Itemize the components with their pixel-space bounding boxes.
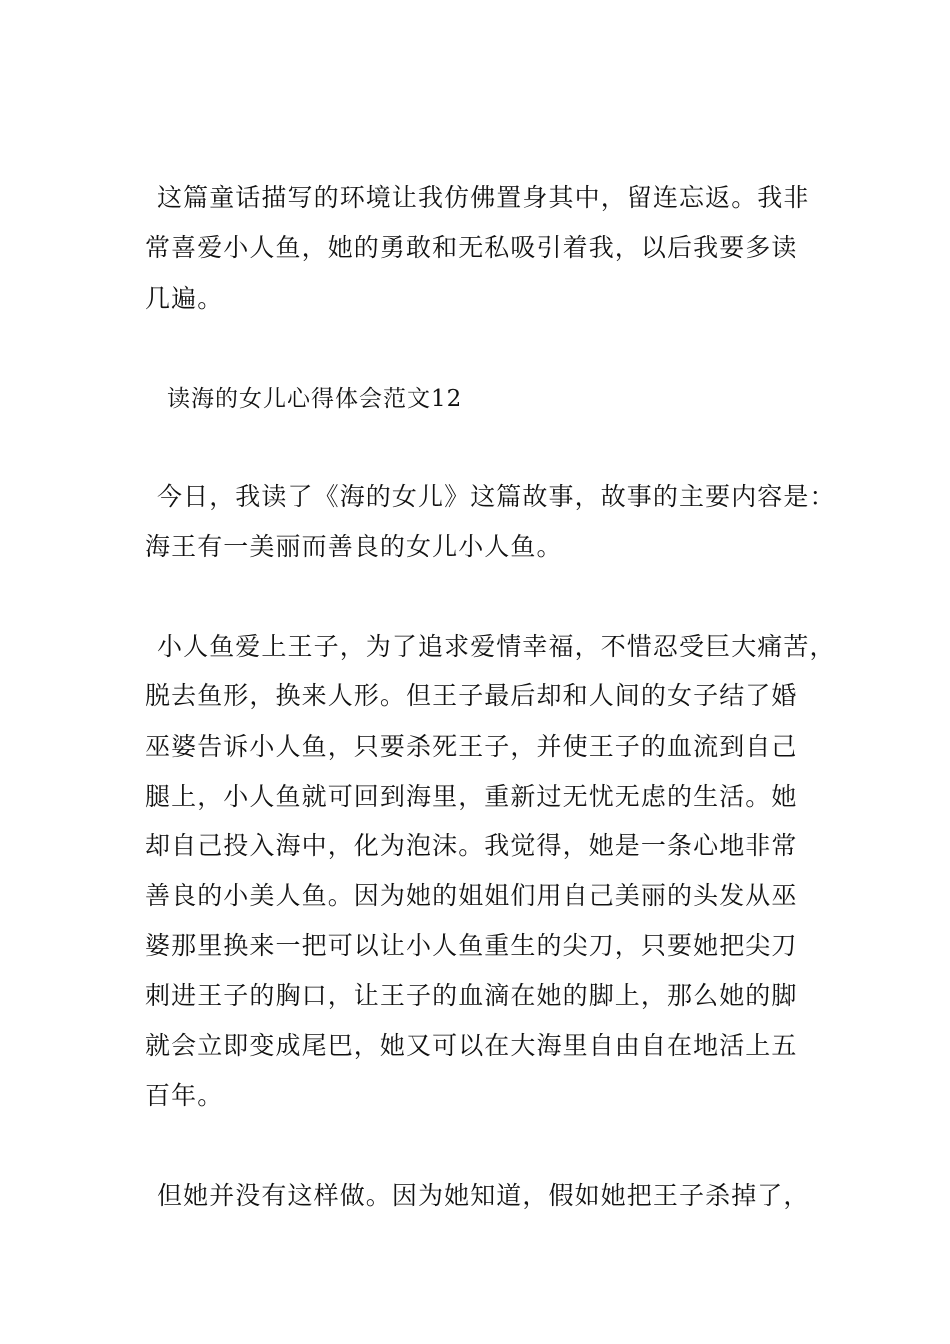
paragraph-line: 却自己投入海中，化为泡沫。我觉得，她是一条心地非常 [145, 831, 798, 860]
paragraph-line: 小人鱼爱上王子，为了追求爱情幸福，不惜忍受巨大痛苦， [157, 632, 836, 661]
paragraph-line: 几遍。 [145, 284, 224, 313]
paragraph-line: 常喜爱小人鱼，她的勇敢和无私吸引着我，以后我要多读 [145, 233, 798, 262]
paragraph-line: 婆那里换来一把可以让小人鱼重生的尖刀，只要她把尖刀 [145, 931, 798, 960]
paragraph-line: 腿上，小人鱼就可回到海里，重新过无忧无虑的生活。她 [145, 782, 798, 811]
section-heading: 读海的女儿心得体会范文12 [167, 386, 463, 412]
paragraph-line: 这篇童话描写的环境让我仿佛置身其中，留连忘返。我非 [157, 183, 810, 212]
paragraph-line: 脱去鱼形，换来人形。但王子最后却和人间的女子结了婚 [145, 681, 798, 710]
paragraph-line: 善良的小美人鱼。因为她的姐姐们用自己美丽的头发从巫 [145, 881, 798, 910]
paragraph-line: 刺进王子的胸口，让王子的血滴在她的脚上，那么她的脚 [145, 981, 798, 1010]
paragraph-line: 但她并没有这样做。因为她知道，假如她把王子杀掉了， [157, 1181, 810, 1210]
paragraph-line: 巫婆告诉小人鱼，只要杀死王子，并使王子的血流到自己 [145, 732, 798, 761]
paragraph-line: 百年。 [145, 1081, 224, 1110]
paragraph-line: 就会立即变成尾巴，她又可以在大海里自由自在地活上五 [145, 1031, 798, 1060]
paragraph-line: 今日，我读了《海的女儿》这篇故事，故事的主要内容是： [157, 482, 836, 511]
paragraph-line: 海王有一美丽而善良的女儿小人鱼。 [145, 532, 563, 561]
